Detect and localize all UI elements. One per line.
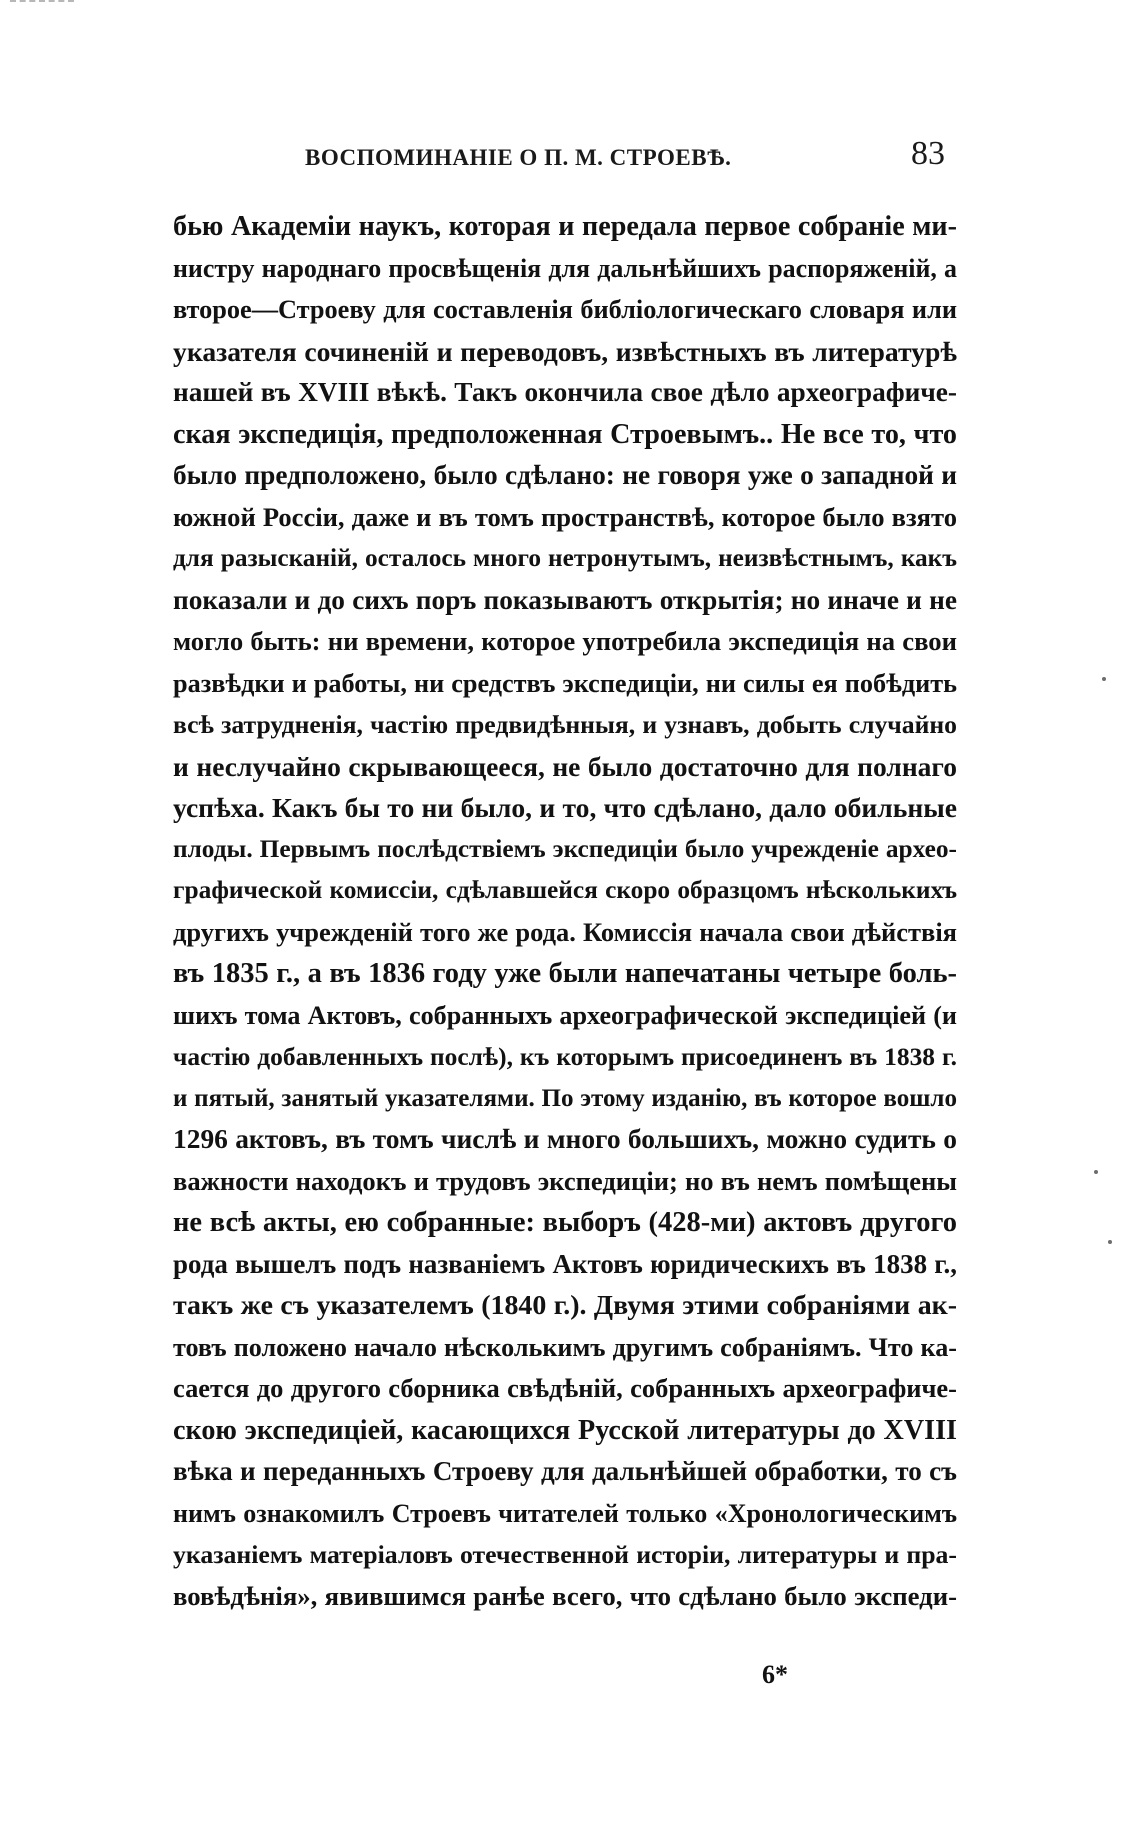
- text-line: нимъ ознакомилъ Строевъ читателей только «Хронологическимъ: [173, 1498, 957, 1528]
- text-line: бью Академіи наукъ, которая и передала первое собраніе ми-: [173, 211, 957, 242]
- text-line: было предположено, было сдѣлано: не говоря уже о западной и: [173, 460, 957, 490]
- text-line: и пятый, занятый указателями. По этому изданію, въ которое вошло: [173, 1084, 957, 1112]
- text-line: вовѣдѣнія», явившимся ранѣе всего, что сдѣлано было экспеди-: [173, 1580, 957, 1611]
- text-line: рода вышелъ подъ названіемъ Актовъ юридическихъ въ 1838 г.,: [173, 1248, 957, 1279]
- text-line: товъ положено начало нѣсколькимъ другимъ собраніямъ. Что ка-: [173, 1332, 957, 1362]
- text-line: въ 1835 г., а въ 1836 году уже были напечатаны четыре боль-: [173, 958, 957, 989]
- text-line: указателя сочиненій и переводовъ, извѣстныхъ въ литературѣ: [173, 335, 957, 367]
- text-line: показали и до сихъ поръ показываютъ открытія; но иначе и не: [173, 584, 957, 615]
- text-line: указаніемъ матеріаловъ отечественной исторіи, литературы и пра-: [173, 1540, 957, 1569]
- text-line: 1296 актовъ, въ томъ числѣ и много большихъ, можно судить о: [173, 1124, 957, 1154]
- text-line: скою экспедиціей, касающихся Русской литературы до XVIII: [173, 1414, 957, 1446]
- text-line: ская экспедиція, предположенная Строевымъ.. Не все то, что: [173, 418, 957, 450]
- text-line: развѣдки и работы, ни средствъ экспедиціи, ни силы ея побѣдить: [173, 668, 957, 698]
- text-line: сается до другого сборника свѣдѣній, собранныхъ археографиче-: [173, 1373, 957, 1403]
- page-number: 83: [911, 135, 945, 172]
- stray-ink-dot: [1102, 677, 1106, 681]
- text-line: вѣка и переданныхъ Строеву для дальнѣйшей обработки, то съ: [173, 1456, 957, 1486]
- page-header: [295, 135, 945, 185]
- running-title: ВОСПОМИНАНІЕ О П. М. СТРОЕВѢ.: [305, 145, 732, 170]
- text-line: другихъ учрежденій того же рода. Комиссія начала свои дѣйствія: [173, 916, 957, 947]
- scan-edge-mark: [10, 0, 74, 8]
- text-line: и неслучайно скрывающееся, не было достаточно для полнаго: [173, 750, 957, 782]
- signature-mark: 6*: [762, 1660, 788, 1689]
- text-line: могло быть: ни времени, которое употребила экспедиція на свои: [173, 626, 957, 656]
- text-line: успѣха. Какъ бы то ни было, и то, что сдѣлано, дало обильные: [173, 792, 957, 823]
- text-line: для разысканій, осталось много нетронутымъ, неизвѣстнымъ, какъ: [173, 544, 957, 572]
- text-line: не всѣ акты, ею собранные: выборъ (428-ми) актовъ другого: [173, 1207, 957, 1238]
- text-line: частію добавленныхъ послѣ), къ которымъ присоединенъ въ 1838 г.: [173, 1042, 957, 1071]
- text-line: важности находокъ и трудовъ экспедиціи; но въ немъ помѣщены: [173, 1165, 957, 1196]
- text-line: плоды. Первымъ послѣдствіемъ экспедиціи было учрежденіе археo-: [173, 834, 957, 863]
- text-line: нашей въ XVIII вѣкѣ. Такъ окончила свое дѣло археографиче-: [173, 377, 957, 407]
- text-line: шихъ тома Актовъ, собранныхъ археографической экспедиціей (и: [173, 1000, 957, 1030]
- body-text: [173, 206, 957, 1617]
- text-line: второе—Строеву для составленія библіологическаго словаря или: [173, 295, 957, 324]
- text-line: нистру народнаго просвѣщенія для дальнѣйшихъ распоряженій, а: [173, 253, 957, 283]
- stray-ink-dot: [1094, 1170, 1098, 1174]
- stray-ink-dot: [1108, 1240, 1112, 1244]
- text-line: всѣ затрудненія, частію предвидѣнныя, и узнавъ, добыть случайно: [173, 710, 957, 739]
- text-line: южной Россіи, даже и въ томъ пространствѣ, которое было взято: [173, 501, 957, 532]
- text-line: такъ же съ указателемъ (1840 г.). Двумя этими собраніями ак-: [173, 1290, 957, 1321]
- text-line: графической комиссіи, сдѣлавшейся скоро образцомъ нѣсколькихъ: [173, 876, 957, 904]
